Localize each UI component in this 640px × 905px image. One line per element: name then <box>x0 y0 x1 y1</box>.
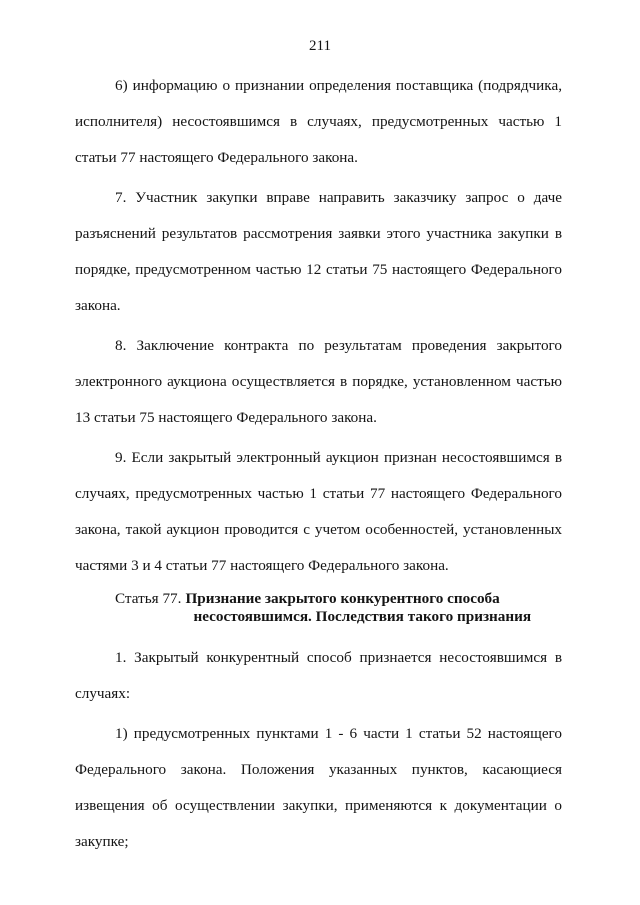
paragraph-part-7: 7. Участник закупки вправе направить заказчику запрос о даче разъяснений результатов рассмотрения заявки этого участника закупки в порядке, предусмотренном частью 12 статьи 75 настоящего Федерального закона. <box>75 189 562 314</box>
paragraph-item-6: 6) информацию о признании определения поставщика (подрядчика, исполнителя) несостоявшимся в случаях, предусмотренных частью 1 статьи 77 настоящего Федерального закона. <box>75 77 562 166</box>
article-title <box>185 590 531 626</box>
paragraph-item-1: 1) предусмотренных пунктами 1 - 6 части 1 статьи 52 настоящего Федерального закона. Положения указанных пунктов, касающиеся извещения об осуществлении закупки, применяются к документации о закупке; <box>75 725 562 850</box>
article-heading <box>75 590 562 626</box>
paragraph-part-9: 9. Если закрытый электронный аукцион признан несостоявшимся в случаях, предусмотренных частью 1 статьи 77 настоящего Федерального закона, такой аукцион проводится с учетом особенностей, установленных частями 3 и 4 статьи 77 настоящего Федерального закона. <box>75 449 562 574</box>
article-title-line-2: несостоявшимся. Последствия такого признания <box>193 608 532 625</box>
document-body <box>75 68 562 860</box>
paragraph-part-8: 8. Заключение контракта по результатам проведения закрытого электронного аукциона осуществляется в порядке, установленном частью 13 статьи 75 настоящего Федерального закона. <box>75 337 562 426</box>
paragraph-part-1: 1. Закрытый конкурентный способ признается несостоявшимся в случаях: <box>75 649 562 702</box>
article-number: Статья 77. <box>115 590 182 607</box>
article-title-line-1: Признание закрытого конкурентного способа <box>185 590 500 607</box>
page-number: 211 <box>309 38 331 54</box>
